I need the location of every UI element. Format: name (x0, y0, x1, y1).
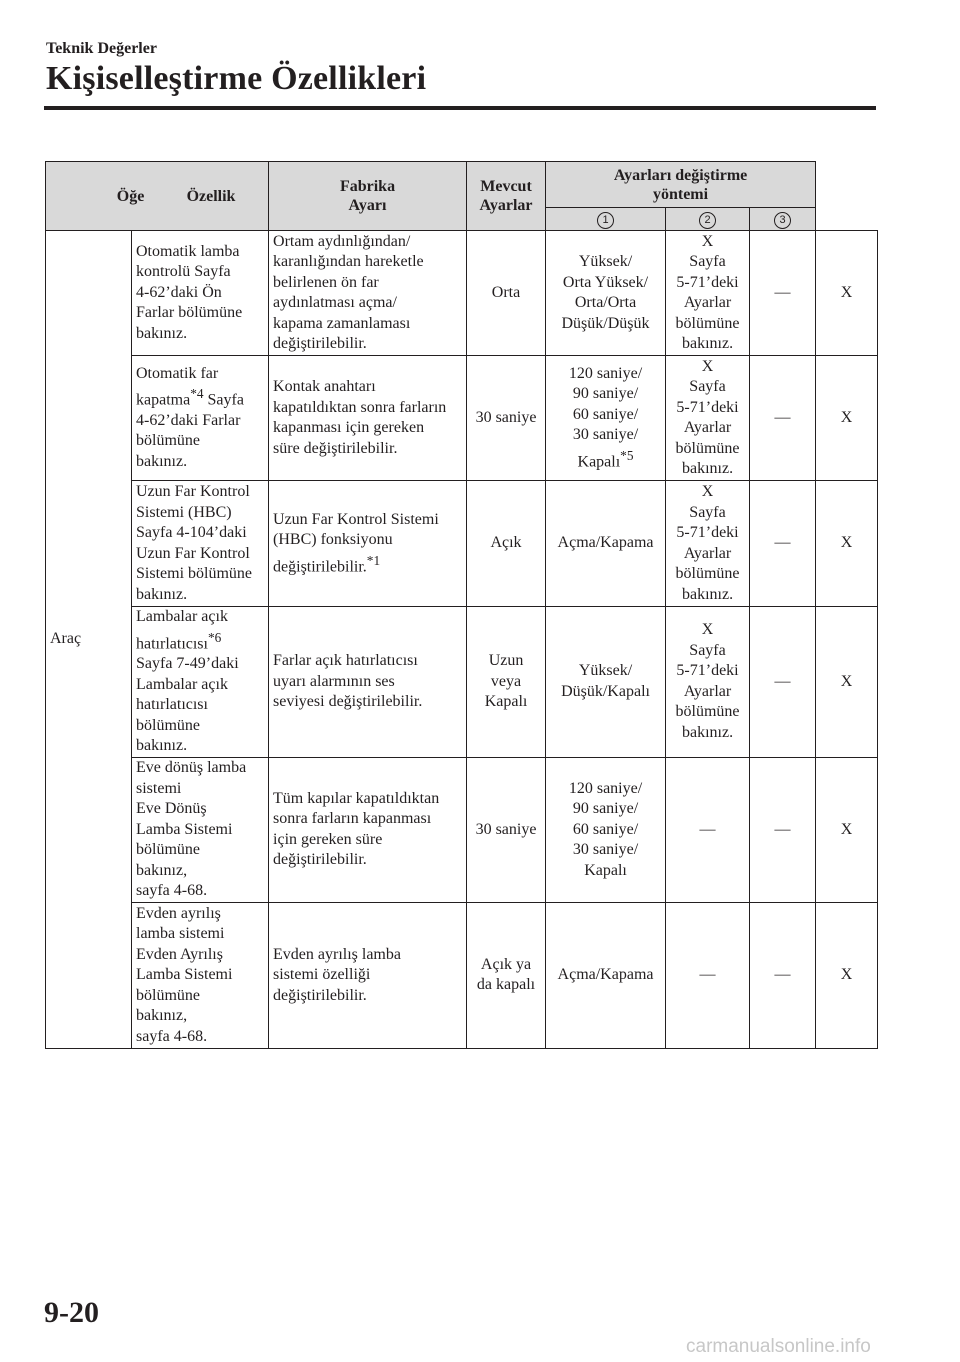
method-2-cell: — (750, 231, 816, 356)
item-cell: Uzun Far Kontrol Sistemi (HBC) Sayfa 4-104’daki Uzun Far Kontrol Sistemi bölümüne bakınız. (132, 481, 269, 607)
method-2-cell: — (750, 481, 816, 607)
section-label: Teknik Değerler (46, 40, 157, 57)
header-method: Ayarları değiştirme yöntemi (546, 162, 816, 208)
feature-cell: Farlar açık hatırlatıcısı uyarı alarmının ses seviyesi değiştirilebilir. (269, 607, 467, 758)
header-feature: Özellik (186, 187, 236, 205)
item-cell: Otomatik far kapatma$^{*4}$ Sayfa 4-62’daki Farlar bölümüne bakınız. (132, 356, 269, 481)
available-cell: 120 saniye/ 90 saniye/ 60 saniye/ 30 saniye/ Kapalı$^{*5}$ (546, 356, 666, 481)
group-cell: Araç (46, 231, 132, 1049)
method-col-3 (750, 208, 816, 231)
method-1-cell: X Sayfa 5-71’deki Ayarlar bölümüne bakınız. (666, 481, 750, 607)
header-row (46, 162, 878, 208)
table-row (46, 607, 878, 758)
factory-cell: 30 saniye (467, 356, 546, 481)
item-cell: Otomatik lamba kontrolü Sayfa 4-62’daki Ön Farlar bölümüne bakınız. (132, 231, 269, 356)
customization-table (45, 161, 878, 1049)
method-col-1 (546, 208, 666, 231)
feature-cell: Uzun Far Kontrol Sistemi (HBC) fonksiyonu değiştirilebilir.$^{*1}$ (269, 481, 467, 607)
factory-cell: Açık ya da kapalı (467, 902, 546, 1048)
factory-cell: Açık (467, 481, 546, 607)
method-col-2 (666, 208, 750, 231)
feature-cell: Evden ayrılış lamba sistemi özelliği değiştirilebilir. (269, 902, 467, 1048)
feature-cell: Kontak anahtarı kapatıldıktan sonra farların kapanması için gereken süre değiştirilebilir. (269, 356, 467, 481)
method-3-cell: X (816, 356, 878, 481)
header-available: Mevcut Ayarlar (467, 162, 546, 231)
watermark: carmanualsonline.info (686, 1336, 871, 1357)
feature-cell: Ortam aydınlığından/ karanlığından hareketle belirlenen ön far aydınlatması açma/ kapama zamanlaması değiştirilebilir. (269, 231, 467, 356)
feature-cell: Tüm kapılar kapatıldıktan sonra farların kapanması için gereken süre değiştirilebilir. (269, 757, 467, 902)
item-cell: Lambalar açık hatırlatıcısı$^{*6}$ Sayfa 7-49’daki Lambalar açık hatırlatıcısı bölümüne bakınız. (132, 607, 269, 758)
factory-cell: 30 saniye (467, 757, 546, 902)
available-cell: Yüksek/ Düşük/Kapalı (546, 607, 666, 758)
method-1-cell: X Sayfa 5-71’deki Ayarlar bölümüne bakınız. (666, 356, 750, 481)
method-1-cell: — (666, 902, 750, 1048)
item-cell: Eve dönüş lamba sistemi Eve Dönüş Lamba Sistemi bölümüne bakınız, sayfa 4-68. (132, 757, 269, 902)
method-2-cell: — (750, 902, 816, 1048)
table-row (46, 356, 878, 481)
method-3-cell: X (816, 902, 878, 1048)
method-3-cell: X (816, 231, 878, 356)
circled-number-icon: 1 (597, 212, 614, 229)
circled-number-icon: 2 (699, 212, 716, 229)
table-row (46, 231, 878, 356)
available-cell: Açma/Kapama (546, 902, 666, 1048)
page-number: 9-20 (44, 1296, 99, 1329)
method-2-cell: — (750, 356, 816, 481)
table-row (46, 902, 878, 1048)
table-row (46, 481, 878, 607)
table-row (46, 757, 878, 902)
header-item: Öğe Özellik (46, 162, 269, 231)
factory-cell: Orta (467, 231, 546, 356)
available-cell: 120 saniye/ 90 saniye/ 60 saniye/ 30 saniye/ Kapalı (546, 757, 666, 902)
method-1-cell: — (666, 757, 750, 902)
method-2-cell: — (750, 607, 816, 758)
method-3-cell: X (816, 757, 878, 902)
title-rule (44, 106, 876, 110)
method-3-cell: X (816, 481, 878, 607)
page-title: Kişiselleştirme Özellikleri (46, 60, 427, 97)
method-3-cell: X (816, 607, 878, 758)
factory-cell: Uzun veya Kapalı (467, 607, 546, 758)
available-cell: Açma/Kapama (546, 481, 666, 607)
method-2-cell: — (750, 757, 816, 902)
circled-number-icon: 3 (774, 212, 791, 229)
available-cell: Yüksek/ Orta Yüksek/ Orta/Orta Düşük/Düşük (546, 231, 666, 356)
method-1-cell: X Sayfa 5-71’deki Ayarlar bölümüne bakınız. (666, 231, 750, 356)
method-1-cell: X Sayfa 5-71’deki Ayarlar bölümüne bakınız. (666, 607, 750, 758)
header-factory: Fabrika Ayarı (269, 162, 467, 231)
item-cell: Evden ayrılış lamba sistemi Evden Ayrılış Lamba Sistemi bölümüne bakınız, sayfa 4-68. (132, 902, 269, 1048)
